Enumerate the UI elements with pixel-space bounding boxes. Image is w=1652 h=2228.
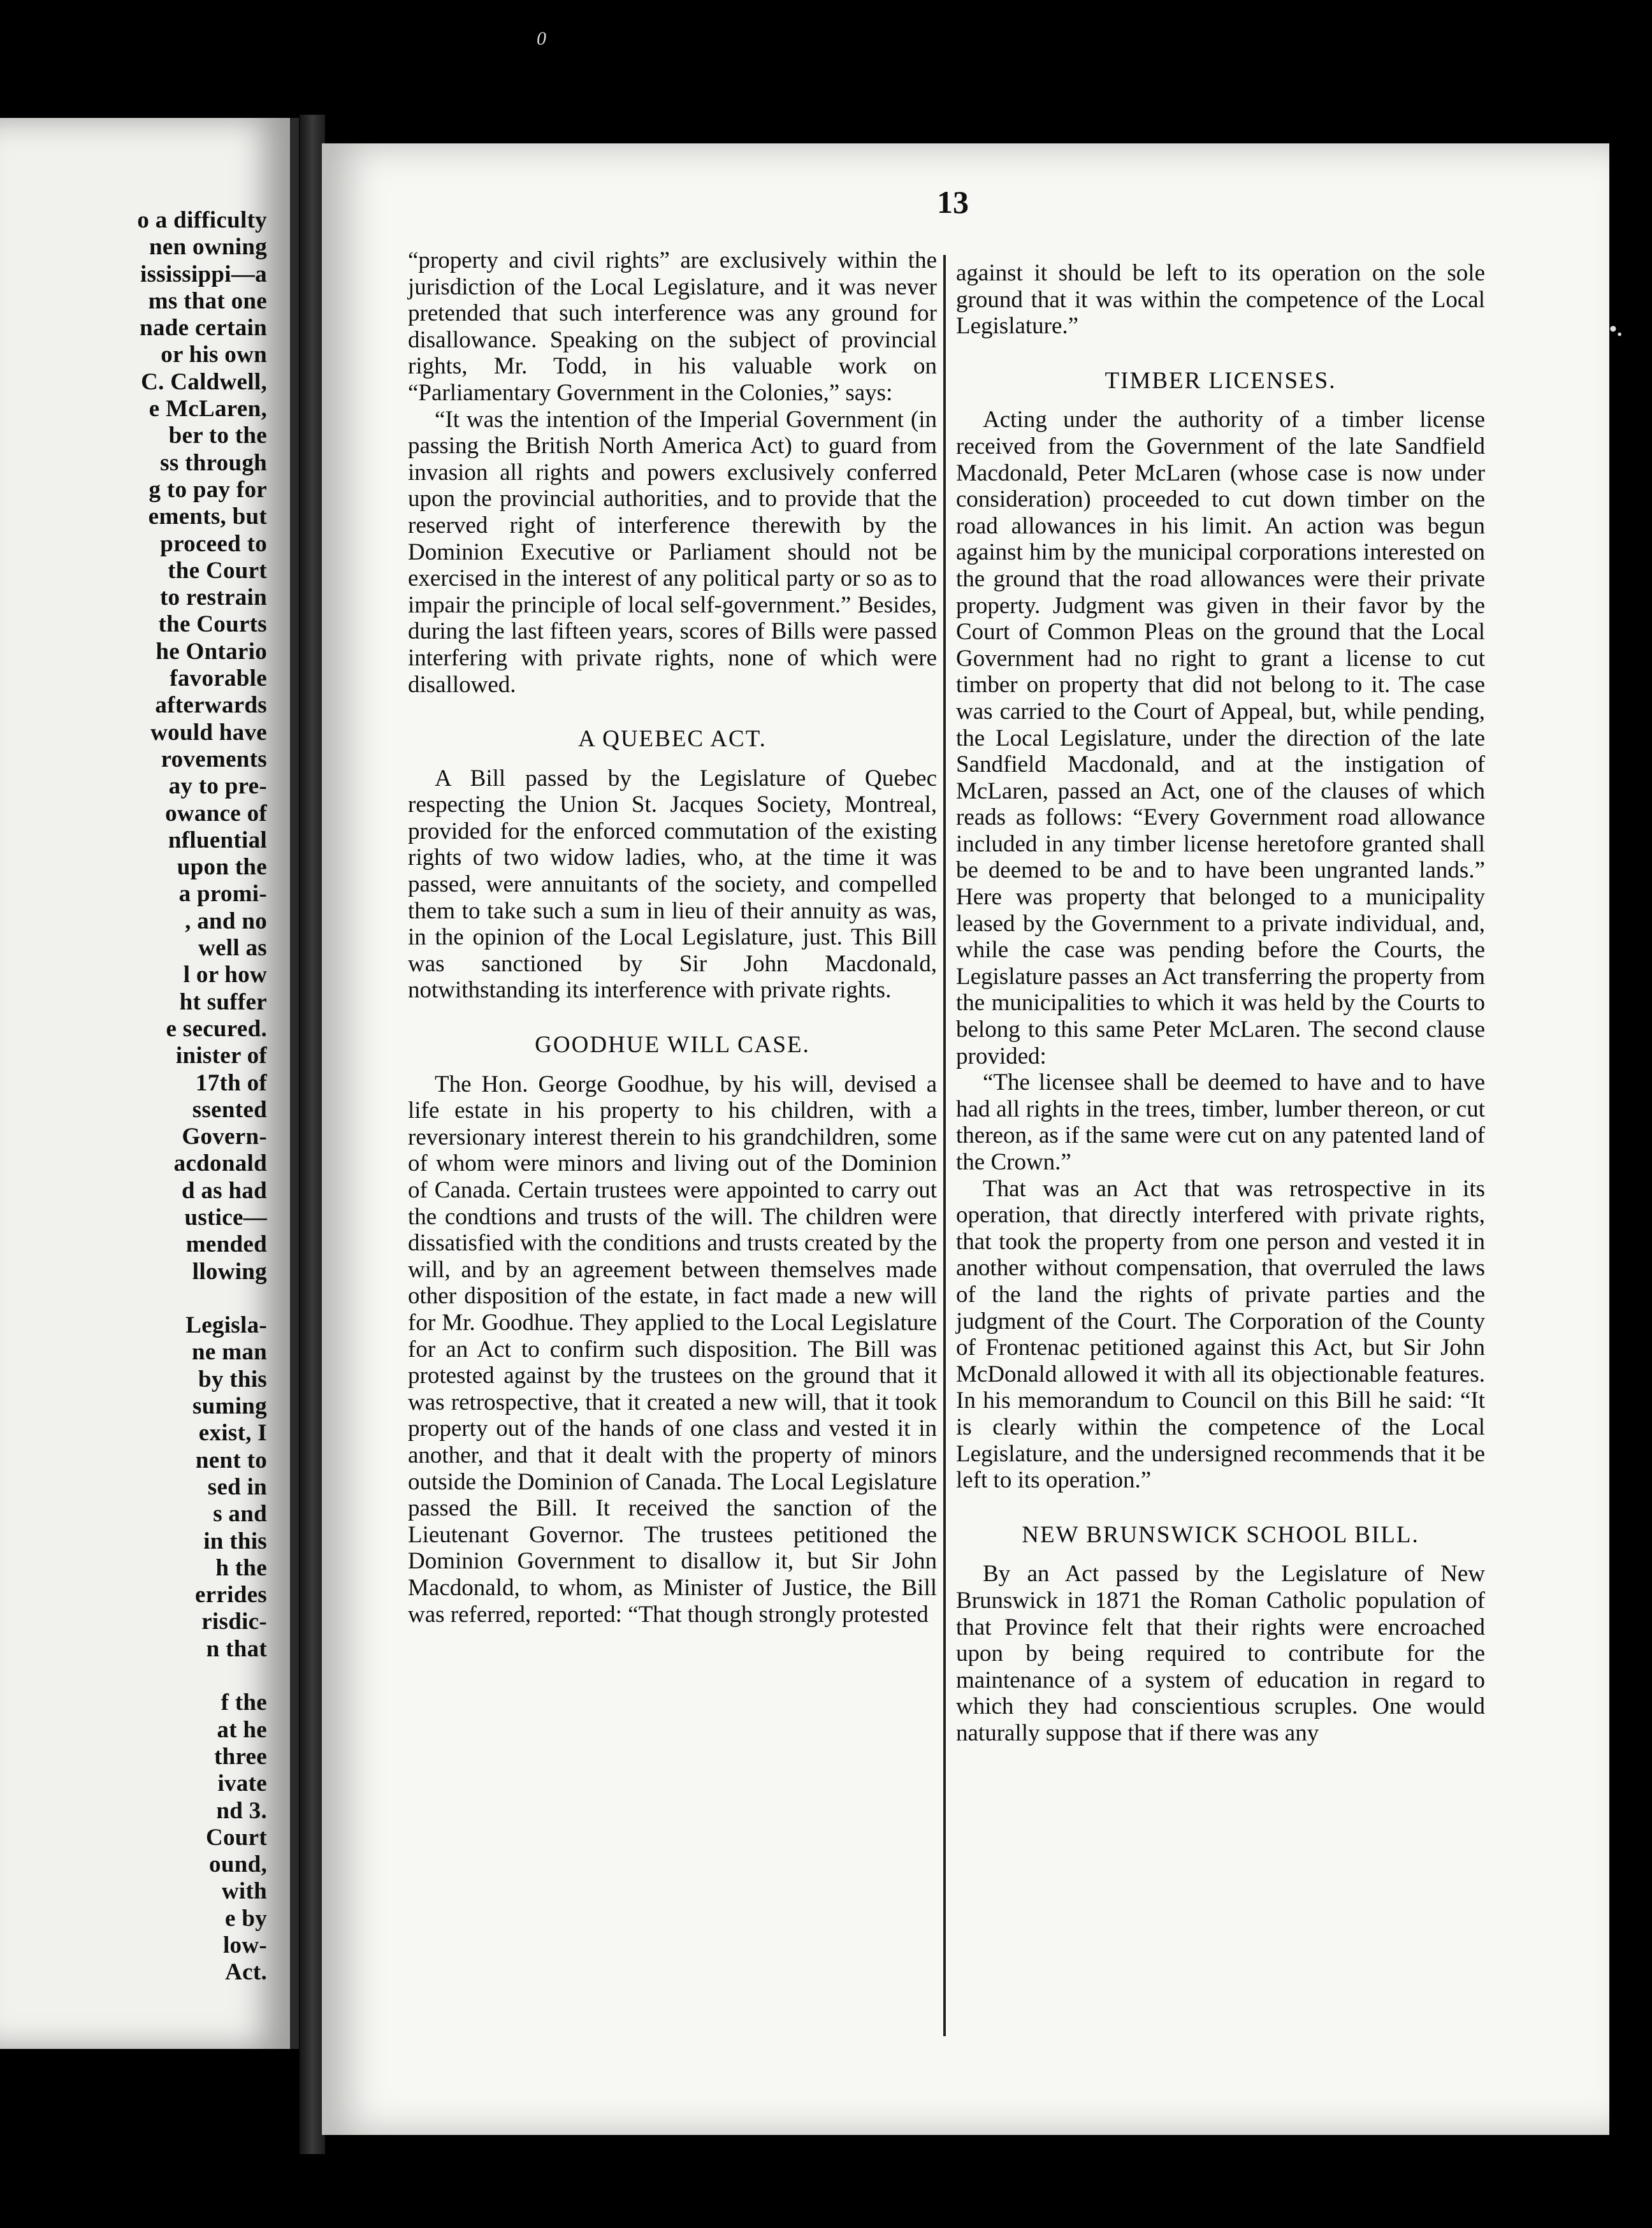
paragraph-retrospective-act: That was an Act that was retrospective in its operation, that directly interfered with private rights, that took the property from one person and vested it in another without compensation, that overruled the laws of the land the rights of private parties and the judgment of the Court. The Corporation of the County of Frontenac petitioned against this Act, but Sir John McDonald allowed it with all its objectionable features. In his memorandum to Council on this Bill he said: “It is clearly within the competence of the Local Legislature, and the undersigned recommends that it be left to its operation.”: [956, 1175, 1485, 1494]
left-page-line: ht suffer: [179, 988, 267, 1015]
left-page-line: by this: [198, 1366, 267, 1392]
left-page-line: ssented: [192, 1096, 267, 1123]
left-page-fragment: [0, 118, 299, 2049]
left-page-line: s and: [213, 1501, 267, 1528]
left-page-line: favorable: [170, 665, 267, 692]
left-page-line: suming: [192, 1393, 267, 1420]
book-gutter: [300, 115, 325, 2154]
left-page-line: rovements: [161, 746, 267, 772]
left-page-line: the Courts: [158, 611, 267, 638]
left-page-line: ustice—: [184, 1204, 267, 1231]
left-page-line: llowing: [192, 1258, 267, 1285]
left-page-line: low-: [222, 1932, 267, 1958]
left-page-line: Act.: [225, 1959, 267, 1986]
paragraph-todd-quote: “It was the intention of the Imperial Government (in passing the British North America Act) to guard from invasion all rights and powers exclusively conferred upon the provincial authorities, and to provide that the reserved right of interference therewith by the Dominion Executive or Parliament should not be exercised in the interest of any political party or so as to impair the principle of local self-government.” Besides, during the last fifteen years, scores of Bills were passed interfering with private rights, none of which were disallowed.: [408, 406, 937, 698]
left-page-line: afterwards: [155, 692, 267, 719]
left-page-line: with: [221, 1878, 267, 1905]
left-page-line: ss through: [160, 449, 267, 476]
left-page-line: [0, 1663, 267, 1689]
left-page-line: ississippi—a: [140, 261, 267, 287]
left-page-line: inister of: [175, 1043, 267, 1069]
heading-timber-licenses: TIMBER LICENSES.: [1105, 367, 1337, 394]
left-page-line: ements, but: [148, 503, 267, 530]
left-page-line: to restrain: [159, 584, 267, 611]
left-page-line: d as had: [181, 1177, 267, 1204]
left-page-line: nfluential: [168, 827, 267, 853]
left-page-line: at he: [217, 1716, 267, 1743]
left-page-line: 17th of: [195, 1069, 267, 1096]
scan-marks: •.: [1609, 317, 1623, 341]
left-page-line: a promi-: [178, 881, 267, 908]
left-page-line: well as: [198, 935, 267, 962]
left-page-line: in this: [203, 1528, 267, 1554]
paragraph-provincial-rights: “property and civil rights” are exclusively within the jurisdiction of the Local Legislature, and it was never pretended that such interference was any ground for disallowance. Speaking on the subject of provincial rights, Mr. Todd, in his valuable work on “Parliamentary Government in the Colonies,” says:: [408, 247, 937, 406]
column-left: [408, 247, 937, 1628]
paragraph-new-brunswick-school-bill: By an Act passed by the Legislature of New Brunswick in 1871 the Roman Catholic population of that Province felt that their rights were encroached upon by being required to contribute for the maintenance of a system of education in regard to which they had conscientious scruples. One would naturally suppose that if there was any: [956, 1561, 1485, 1746]
left-page-line: nent to: [195, 1447, 267, 1473]
left-page-line: three: [214, 1743, 267, 1770]
left-page-text: [0, 207, 267, 1986]
left-page-line: e McLaren,: [149, 396, 267, 423]
left-page-line: Court: [205, 1824, 267, 1851]
paragraph-licensee-clause: “The licensee shall be deemed to have and to have had all rights in the trees, timber, lumber thereon, or cut thereon, as if the same were cut on any patented land of the Crown.”: [956, 1069, 1485, 1175]
left-page-line: , and no: [185, 908, 267, 934]
left-page-line: would have: [150, 719, 267, 746]
column-right: [956, 260, 1485, 1746]
left-page-line: or his own: [161, 342, 267, 368]
left-page-line: mended: [185, 1231, 267, 1258]
heading-new-brunswick-school-bill: NEW BRUNSWICK SCHOOL BILL.: [1022, 1521, 1419, 1548]
left-page-line: risdic-: [201, 1609, 267, 1635]
left-page-line: nd 3.: [216, 1797, 267, 1824]
left-page-line: e by: [225, 1905, 267, 1932]
scan-mark: 0: [537, 28, 546, 49]
left-page-line: ber to the: [168, 423, 267, 449]
paragraph-timber-licenses: Acting under the authority of a timber license received from the Government of the late Sandfield Macdonald, Peter McLaren (whose case is now under consideration) proceeded to cut down timber on the road allowances in his limit. An action was begun against him by the municipal corporations interested on the ground that the road allowances were their private property. Judgment was given in their favor by the Court of Common Pleas on the ground that the Local Government had no right to grant a license to cut timber on property that did not belong to it. The case was carried to the Court of Appeal, but, while pending, the Local Legislature, under the direction of the late Sandfield Macdonald, and at the instigation of McLaren, passed an Act, one of the clauses of which reads as follows: “Every Government road allowance included in any timber license heretofore granted shall be deemed to be and to have been ungranted lands.” Here was property that belonged to a municipality leased by the Government to a private individual, and, while the case was pending before the Courts, the Legislature passes an Act transferring the property from the municipalities to which it was held by the Courts to belong to this same Peter McLaren. The second clause provided:: [956, 407, 1485, 1069]
column-divider: [943, 255, 946, 2036]
left-page-line: ivate: [217, 1770, 267, 1797]
left-page-line: nen owning: [149, 234, 267, 261]
heading-quebec-act: A QUEBEC ACT.: [578, 726, 767, 753]
left-page-line: e secured.: [166, 1015, 267, 1042]
left-page-line: errides: [194, 1582, 267, 1609]
left-page-line: l or how: [183, 962, 267, 988]
left-page-line: proceed to: [160, 530, 267, 557]
left-page-line: o a difficulty: [137, 207, 267, 233]
paragraph-goodhue-will-case: The Hon. George Goodhue, by his will, devised a life estate in his property to his children, with a reversionary interest therein to his grandchildren, some of whom were minors and living out of the Dominion of Canada. Certain trustees were appointed to carry out the condtions and trusts of the will. The children were dissatisfied with the conditions and trusts created by the will, and by an agreement between themselves made other disposition of the estate, in fact made a new will for Mr. Goodhue. They applied to the Local Legislature for an Act to confirm such disposition. The Bill was protested against by the trustees on the ground that it was retrospective, that it created a new will, that it took property out of the hands of one class and vested it in another, and that it dealt with the property of minors outside the Dominion of Canada. The Local Legislature passed the Bill. It received the sanction of the Lieutenant Governor. The trustees petitioned the Dominion Government to disallow it, but Sir John Macdonald, to whom, as Minister of Justice, the Bill was referred, reported: “That though strongly protested: [408, 1071, 937, 1628]
page-number: 13: [937, 184, 969, 220]
paragraph-continuation: against it should be left to its operation on the sole ground that it was within the competence of the Local Legislature.”: [956, 260, 1485, 340]
left-page-line: he Ontario: [156, 638, 267, 665]
left-page-line: upon the: [177, 854, 267, 881]
left-page-line: acdonald: [173, 1150, 267, 1177]
left-page-line: Legisla-: [185, 1312, 267, 1339]
paragraph-quebec-act: A Bill passed by the Legislature of Quebec respecting the Union St. Jacques Society, Montreal, provided for the enforced commutation of the existing rights of two widow ladies, who, at the time it was passed, were annuitants of the society, and compelled them to take such a sum in lieu of their annuity as was, in the opinion of the Local Legislature, just. This Bill was sanctioned by Sir John Macdonald, notwithstanding its interference with private rights.: [408, 765, 937, 1004]
left-page-line: C. Caldwell,: [141, 368, 267, 395]
left-page-line: ne man: [192, 1339, 267, 1366]
left-page-line: ound,: [209, 1851, 267, 1878]
heading-goodhue-will-case: GOODHUE WILL CASE.: [535, 1032, 810, 1059]
left-page-line: Govern-: [182, 1124, 267, 1150]
left-page-line: f the: [221, 1689, 267, 1716]
left-page-line: g to pay for: [149, 476, 267, 503]
left-page-line: sed in: [207, 1473, 267, 1500]
left-page-line: [0, 1285, 267, 1312]
left-page-line: the Court: [168, 557, 267, 584]
left-page-line: h the: [215, 1554, 267, 1581]
left-page-line: owance of: [165, 800, 267, 827]
left-page-line: ay to pre-: [168, 773, 267, 800]
left-page-line: ms that one: [148, 287, 267, 314]
left-page-line: nade certain: [140, 315, 267, 342]
left-page-line: exist, I: [198, 1420, 267, 1447]
left-page-line: n that: [206, 1635, 267, 1662]
